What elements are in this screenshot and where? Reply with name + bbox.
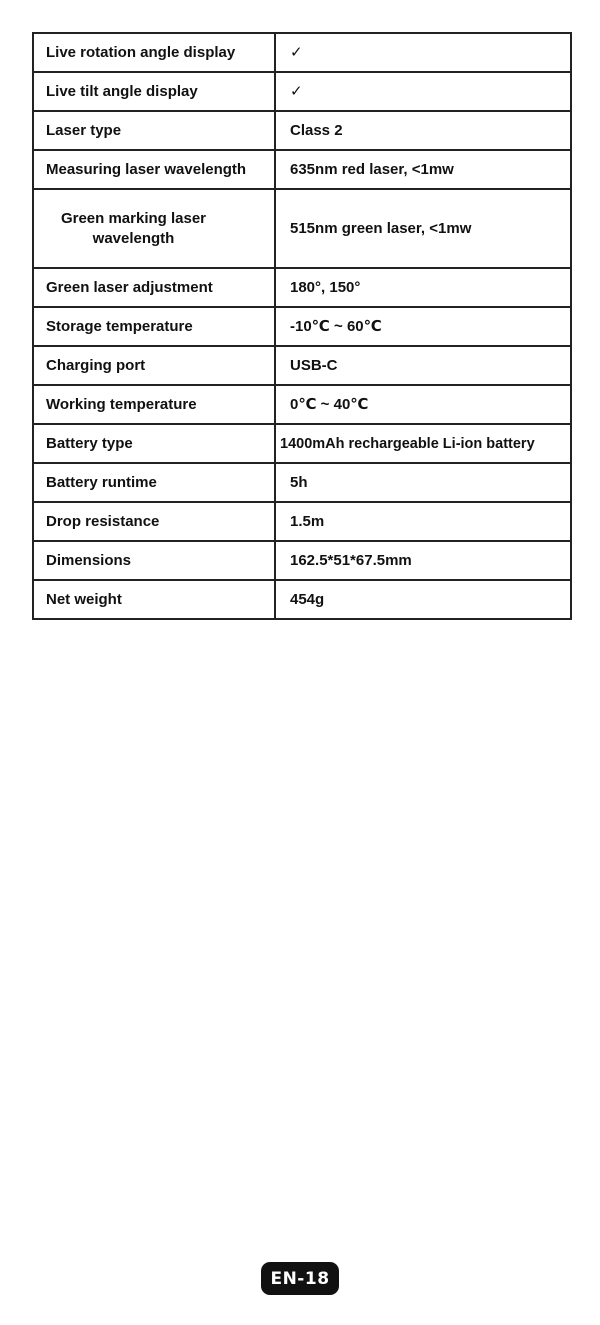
spec-label: Net weight	[33, 580, 275, 619]
spec-label: Charging port	[33, 346, 275, 385]
spec-value: 454g	[275, 580, 571, 619]
spec-label: Battery type	[33, 424, 275, 463]
spec-label: Live tilt angle display	[33, 72, 275, 111]
spec-value: 1.5m	[275, 502, 571, 541]
table-row	[33, 502, 571, 541]
check-icon: ✓	[275, 72, 571, 111]
table-row	[33, 463, 571, 502]
spec-label: Dimensions	[33, 541, 275, 580]
spec-value: 0℃ ~ 40℃	[275, 385, 571, 424]
spec-value: 5h	[275, 463, 571, 502]
table-row	[33, 385, 571, 424]
table-row	[33, 541, 571, 580]
spec-label-cell	[33, 189, 275, 268]
spec-value: 635nm red laser, <1mw	[275, 150, 571, 189]
table-row	[33, 33, 571, 72]
table-row	[33, 150, 571, 189]
spec-label: Measuring laser wavelength	[33, 150, 275, 189]
table-row	[33, 189, 571, 268]
specifications-table	[32, 32, 572, 620]
spec-value: -10℃ ~ 60℃	[275, 307, 571, 346]
spec-value: 515nm green laser, <1mw	[275, 189, 571, 268]
spec-label: Storage temperature	[33, 307, 275, 346]
spec-value: 180°, 150°	[275, 268, 571, 307]
spec-label: Drop resistance	[33, 502, 275, 541]
page-number-badge: EN-18	[261, 1262, 339, 1295]
table-row	[33, 424, 571, 463]
check-icon: ✓	[275, 33, 571, 72]
spec-label: Green marking laser wavelength	[60, 209, 207, 247]
table-row	[33, 580, 571, 619]
spec-value: 162.5*51*67.5mm	[275, 541, 571, 580]
spec-label: Live rotation angle display	[33, 33, 275, 72]
table-row	[33, 346, 571, 385]
spec-value: 1400mAh rechargeable Li-ion battery	[275, 424, 571, 463]
table-row	[33, 268, 571, 307]
spec-label: Laser type	[33, 111, 275, 150]
spec-label: Green laser adjustment	[33, 268, 275, 307]
table-row	[33, 307, 571, 346]
spec-label: Working temperature	[33, 385, 275, 424]
spec-value: USB-C	[275, 346, 571, 385]
table-row	[33, 72, 571, 111]
spec-value: Class 2	[275, 111, 571, 150]
table-row	[33, 111, 571, 150]
spec-label: Battery runtime	[33, 463, 275, 502]
